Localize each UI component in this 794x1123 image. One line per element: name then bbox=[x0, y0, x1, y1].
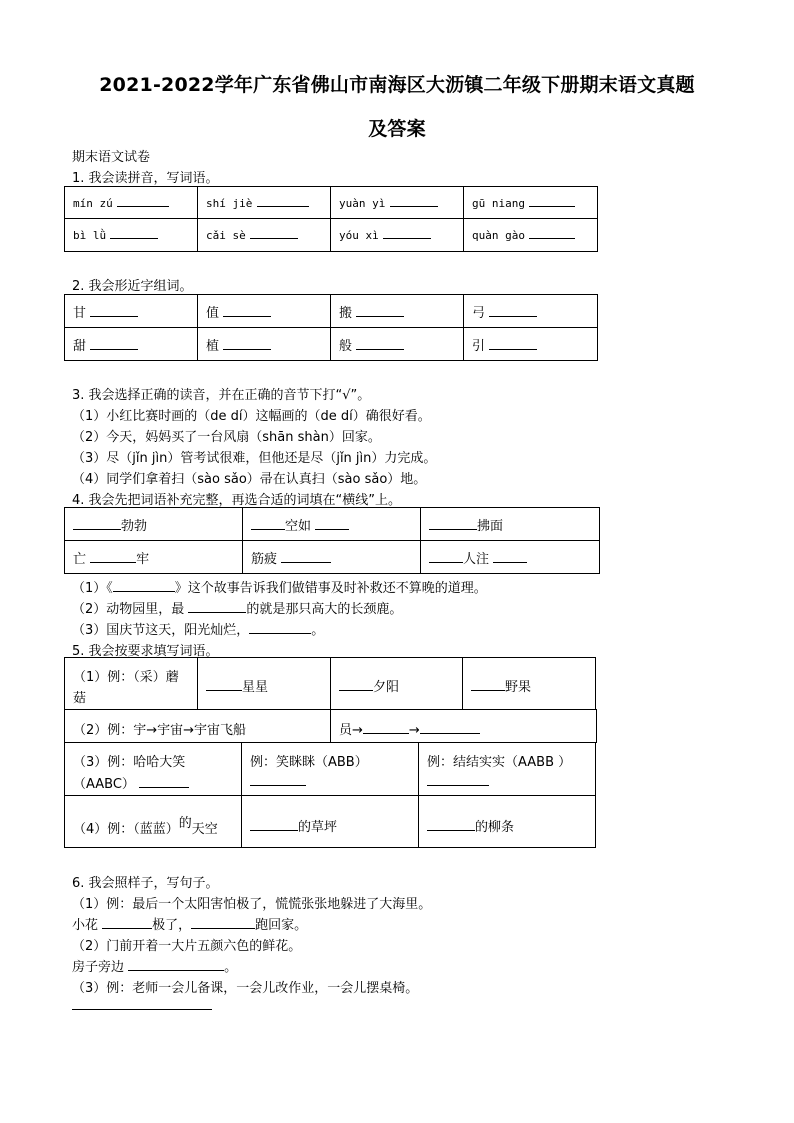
answer-blank[interactable] bbox=[281, 550, 331, 563]
answer-blank[interactable] bbox=[429, 550, 463, 563]
idiom-part: 亡 bbox=[73, 551, 87, 567]
answer-blank[interactable] bbox=[110, 227, 158, 239]
answer-blank[interactable] bbox=[90, 338, 138, 350]
q5-r1-cell: 野果 bbox=[462, 657, 596, 710]
idiom-part: 拂面 bbox=[477, 518, 504, 534]
answer-blank[interactable] bbox=[489, 305, 537, 317]
pinyin-cell: cǎi sè bbox=[206, 229, 246, 242]
answer-blank[interactable] bbox=[427, 773, 489, 786]
q5-r1-cell: 夕阳 bbox=[330, 657, 463, 710]
idiom-part: 筋疲 bbox=[251, 551, 278, 567]
q3-item: （4）同学们拿着扫（sào sǎo）帚在认真扫（sào sǎo）地。 bbox=[72, 472, 427, 487]
pinyin-cell: shí jiè bbox=[206, 196, 253, 210]
answer-blank[interactable] bbox=[356, 305, 404, 317]
char-cell: 植 bbox=[206, 338, 220, 354]
answer-blank[interactable] bbox=[128, 958, 224, 971]
pinyin-cell: mín zú bbox=[73, 196, 113, 210]
table-row bbox=[65, 328, 598, 361]
q5-r3-cell: 例：结结实实（AABB ） bbox=[418, 742, 596, 796]
answer-blank[interactable] bbox=[117, 195, 169, 207]
q5-r3-cell: 例：笑眯眯（ABB） bbox=[241, 742, 419, 796]
table-row bbox=[65, 219, 598, 252]
q6-heading: 6. 我会照样子，写句子。 bbox=[72, 876, 219, 891]
char-cell: 搬 bbox=[339, 305, 353, 321]
q5-r2-cell: 员→ → bbox=[330, 709, 597, 743]
char-cell: 般 bbox=[339, 338, 353, 354]
q5-r1-cell: 星星 bbox=[197, 657, 331, 710]
answer-blank[interactable] bbox=[223, 338, 271, 350]
q6-example: （3）例：老师一会儿备课，一会儿改作业，一会儿摆桌椅。 bbox=[72, 981, 419, 996]
q4-heading: 4. 我会先把词语补充完整，再选合适的词填在“横线”上。 bbox=[72, 493, 402, 508]
answer-blank[interactable] bbox=[420, 721, 480, 734]
table-row bbox=[65, 508, 600, 541]
exam-label: 期末语文试卷 bbox=[72, 150, 151, 165]
answer-blank[interactable] bbox=[257, 195, 309, 207]
answer-blank[interactable] bbox=[489, 338, 537, 350]
char-cell: 引 bbox=[472, 338, 486, 354]
q6-example: （1）例：最后一个太阳害怕极了，慌慌张张地躲进了大海里。 bbox=[72, 897, 432, 912]
q3-item: （1）小红比赛时画的（de dí）这幅画的（de dí）确很好看。 bbox=[72, 409, 431, 424]
pinyin-cell: yóu xì bbox=[339, 229, 379, 242]
table-row bbox=[65, 295, 598, 328]
answer-blank[interactable] bbox=[383, 227, 431, 239]
idiom-part: 牢 bbox=[136, 551, 150, 567]
idiom-part: 勃勃 bbox=[121, 518, 148, 534]
answer-blank[interactable] bbox=[529, 227, 575, 239]
q3-heading: 3. 我会选择正确的读音，并在正确的音节下打“√”。 bbox=[72, 388, 371, 403]
q2-table bbox=[64, 294, 598, 361]
q6-answer-line: 小花 极了， 跑回家。 bbox=[72, 918, 308, 933]
idiom-part: 空如 bbox=[285, 518, 312, 534]
answer-blank[interactable] bbox=[390, 195, 438, 207]
document-title-line1: 2021-2022学年广东省佛山市南海区大沥镇二年级下册期末语文真题 bbox=[99, 74, 695, 96]
answer-blank[interactable] bbox=[191, 916, 255, 929]
answer-blank[interactable] bbox=[249, 621, 311, 634]
q3-item: （2）今天，妈妈买了一台风扇（shān shàn）回家。 bbox=[72, 430, 381, 445]
answer-blank[interactable] bbox=[113, 579, 175, 592]
pinyin-cell: quàn gào bbox=[472, 229, 525, 242]
char-cell: 甘 bbox=[73, 305, 87, 321]
answer-blank[interactable] bbox=[251, 517, 285, 530]
q5-r4-cell: 的柳条 bbox=[418, 795, 596, 848]
answer-blank[interactable] bbox=[250, 773, 306, 786]
answer-blank[interactable] bbox=[315, 517, 349, 530]
answer-blank[interactable] bbox=[363, 721, 409, 734]
char-cell: 甜 bbox=[73, 338, 87, 354]
answer-blank[interactable] bbox=[188, 600, 246, 613]
char-cell: 值 bbox=[206, 305, 220, 321]
answer-blank[interactable] bbox=[90, 305, 138, 317]
answer-blank[interactable] bbox=[90, 550, 136, 563]
answer-blank[interactable] bbox=[139, 775, 189, 788]
answer-blank[interactable] bbox=[206, 678, 242, 691]
q4-item: （3）国庆节这天，阳光灿烂， 。 bbox=[72, 623, 325, 638]
answer-blank[interactable] bbox=[427, 818, 475, 831]
q4-item: （1）《 》这个故事告诉我们做错事及时补救还不算晚的道理。 bbox=[72, 581, 487, 596]
answer-blank[interactable] bbox=[429, 517, 477, 530]
q5-r3-example-cell: （3）例：哈哈大笑 （AABC） bbox=[64, 742, 242, 796]
answer-blank[interactable] bbox=[102, 916, 152, 929]
answer-blank[interactable] bbox=[529, 195, 575, 207]
table-row bbox=[65, 541, 600, 574]
pinyin-cell: yuàn yì bbox=[339, 196, 386, 210]
q5-heading: 5. 我会按要求填写词语。 bbox=[72, 644, 219, 659]
q1-table bbox=[64, 186, 598, 252]
document-title-line2: 及答案 bbox=[368, 118, 426, 140]
answer-blank[interactable] bbox=[250, 818, 298, 831]
idiom-part: 人注 bbox=[463, 551, 490, 567]
answer-blank[interactable] bbox=[250, 227, 298, 239]
pinyin-cell: bì lǜ bbox=[73, 229, 107, 242]
answer-blank[interactable] bbox=[223, 305, 271, 317]
q5-r4-example-cell: （4）例：（蓝蓝）的天空 bbox=[64, 795, 242, 848]
answer-blank[interactable] bbox=[493, 550, 527, 563]
table-row bbox=[65, 187, 598, 219]
answer-blank[interactable] bbox=[72, 1009, 212, 1010]
answer-blank[interactable] bbox=[471, 678, 505, 691]
q5-r4-cell: 的草坪 bbox=[241, 795, 419, 848]
q5-r1-example-cell: （1）例：（采）蘑 菇 bbox=[64, 657, 198, 710]
pinyin-cell: gū niang bbox=[472, 196, 525, 210]
q6-example: （2）门前开着一大片五颜六色的鲜花。 bbox=[72, 939, 302, 954]
q4-item: （2）动物园里，最 的就是那只高大的长颈鹿。 bbox=[72, 602, 403, 617]
q5-r2-example-cell: （2）例：宇→宇宙→宇宙飞船 bbox=[64, 709, 331, 743]
char-cell: 弓 bbox=[472, 305, 486, 321]
answer-blank[interactable] bbox=[339, 678, 373, 691]
q6-answer-line: 房子旁边 。 bbox=[72, 960, 238, 975]
answer-blank[interactable] bbox=[356, 338, 404, 350]
q4-table bbox=[64, 507, 600, 574]
q3-item: （3）尽（jǐn jìn）管考试很难，但他还是尽（jǐn jìn）力完成。 bbox=[72, 451, 437, 466]
q2-heading: 2. 我会形近字组词。 bbox=[72, 279, 193, 294]
answer-blank[interactable] bbox=[73, 517, 121, 530]
q1-heading: 1. 我会读拼音，写词语。 bbox=[72, 171, 219, 186]
